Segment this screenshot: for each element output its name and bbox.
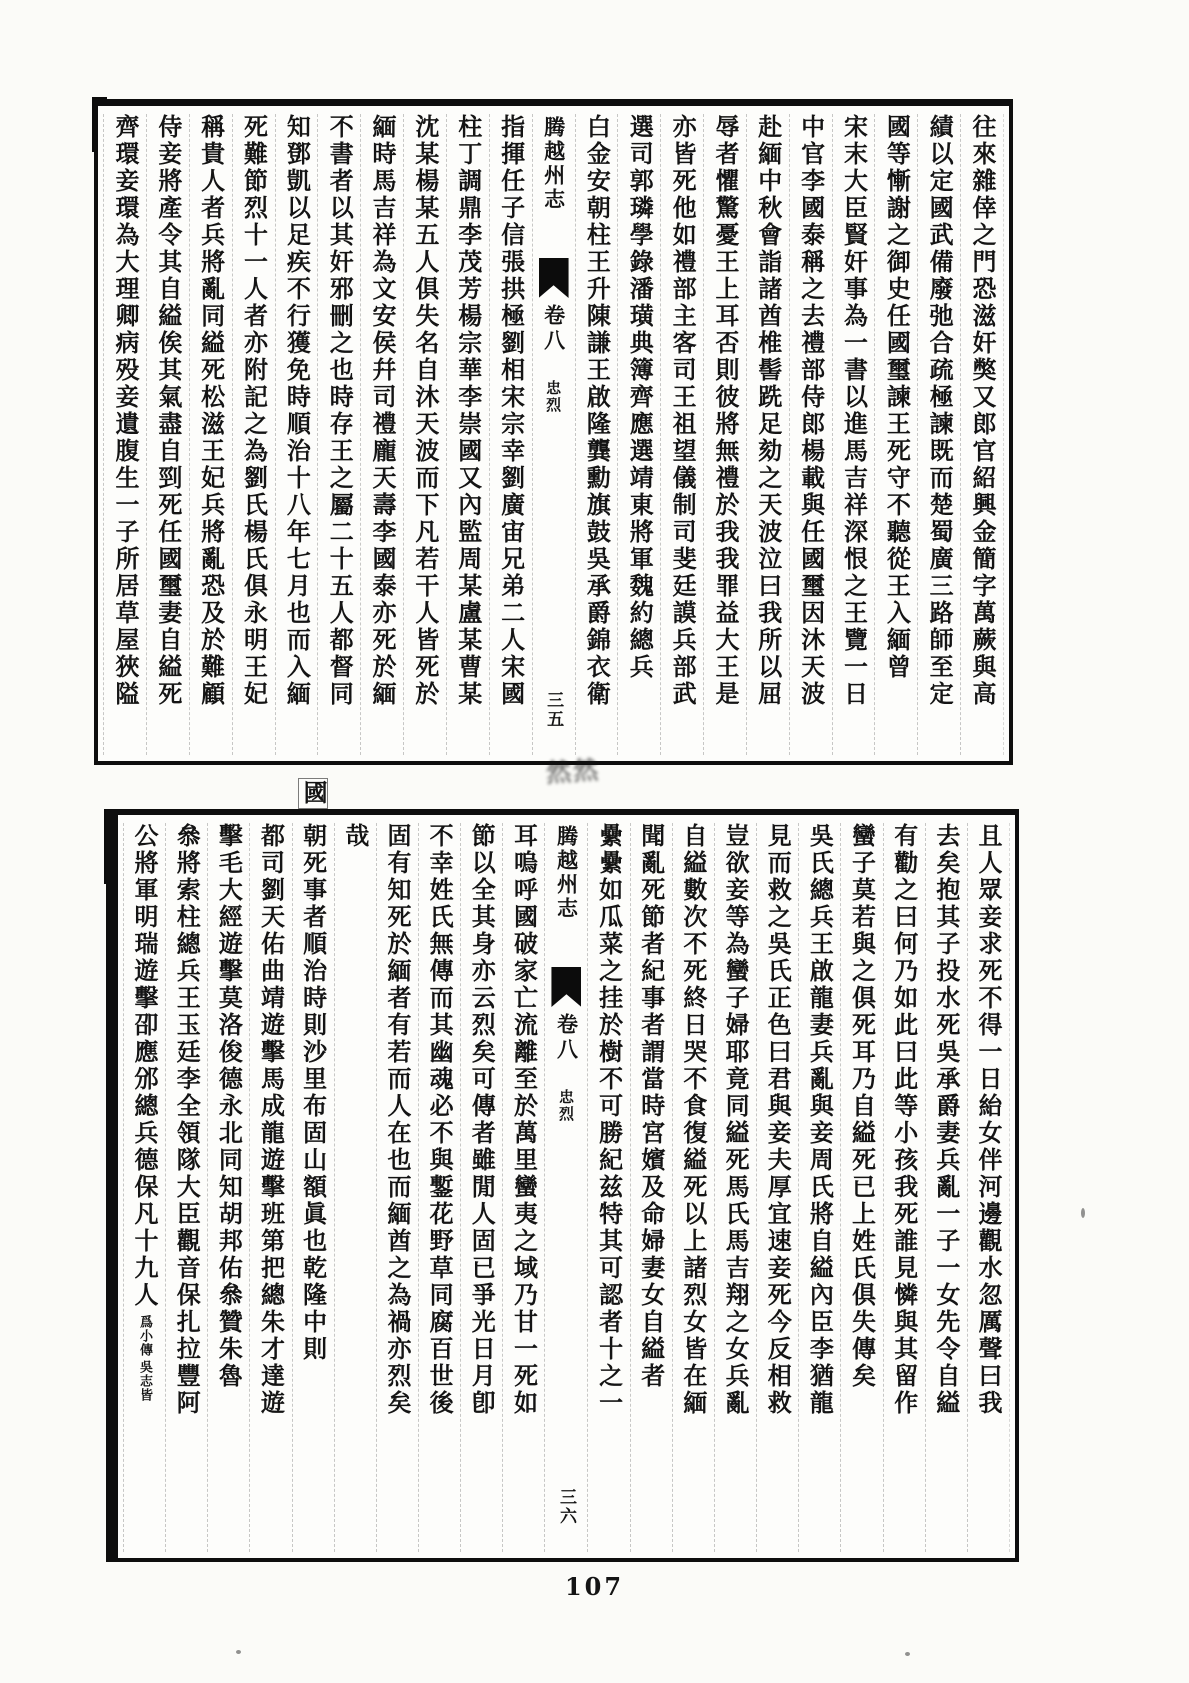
text-column: 不幸姓氏無傳而其幽魂必不與鏨花野草同腐百世後 <box>418 823 460 1552</box>
fishtail-mark <box>551 967 581 1007</box>
text-column: 績以定國武備廢弛合疏極諫既而楚蜀廣三路師至定 <box>917 114 960 755</box>
scan-speck <box>905 1652 910 1656</box>
page-number: 107 <box>564 1572 625 1601</box>
text-column: 國等慚謝之御史任國璽諫王死守不聽從王入緬曾 <box>874 114 917 755</box>
text-column: 稱貴人者兵將亂同縊死松滋王妃兵將亂恐及於難顧 <box>189 114 232 755</box>
book-title: 腾越州志 <box>541 116 567 212</box>
folio-number: 三五 <box>543 691 564 729</box>
text-column: 節以全其身亦云烈矣可傳者雖閒人固已爭光日月卽 <box>460 823 502 1552</box>
text-column: 且人眾妾求死不得一日紿女伴河邊觀水忽厲聲曰我 <box>967 823 1010 1552</box>
section-label: 忠烈 <box>556 1089 575 1123</box>
text-column: 死難節烈十一人者亦附記之為劉氏楊氏俱永明王妃 <box>232 114 275 755</box>
volume-label: 卷八 <box>541 304 567 354</box>
text-column: 聞亂死節者紀事者謂當時宮嬪及命婦妻女自縊者 <box>630 823 672 1552</box>
text-column: 耳嗚呼國破家亡流離至於萬里蠻夷之域乃甘一死如 <box>502 823 544 1552</box>
text-column: 纍纍如瓜菜之挂於樹不可勝紀兹特其可認者十之一 <box>587 823 629 1552</box>
fishtail-mark <box>539 258 569 298</box>
text-column: 哉 <box>334 823 376 1552</box>
text-column: 緬時馬吉祥為文安侯幷司禮龐天壽李國泰亦死於緬 <box>360 114 403 755</box>
scan-speck <box>236 1650 241 1654</box>
ink-smudge-annotation: 然然 <box>545 755 602 788</box>
text-column: 不書者以其奸邪刪之也時存王之屬二十五人都督同 <box>317 114 360 755</box>
text-column: 吳氏總兵王啟龍妻兵亂與妾周氏將自縊內臣李猶龍 <box>798 823 840 1552</box>
text-column: 見而救之吳氏正色曰君與妾夫厚宜速妾死今反相救 <box>756 823 798 1552</box>
text-column: 公將軍明瑞遊擊卲應邠總兵德保凡十九人 吳志皆 爲小傳 <box>123 823 165 1552</box>
text-column: 柱丁調鼎李茂芳楊宗華李崇國又內監周某盧某曹某 <box>446 114 489 755</box>
text-column: 去矣抱其子投水死吳承爵妻兵亂一子一女先令自縊 <box>925 823 967 1552</box>
title-column <box>532 114 575 755</box>
text-column: 沈某楊某五人俱失名自沐天波而下凡若干人皆死於 <box>403 114 446 755</box>
text-column: 叅將索柱總兵王玉廷李全領隊大臣觀音保扎拉豐阿 <box>165 823 207 1552</box>
raised-character: 國 <box>299 780 329 807</box>
text-column: 有勸之曰何乃如此曰此等小孩我死誰見憐與其留作 <box>883 823 925 1552</box>
text-column: 國 朝死事者順治時則沙里布固山額眞也乾隆中則 <box>292 823 334 1552</box>
text-column: 都司劉天佑曲靖遊擊馬成龍遊擊班第把總朱才達遊 <box>249 823 291 1552</box>
text-column: 宋末大臣賢奸事為一書以進馬吉祥深恨之王覽一日 <box>832 114 875 755</box>
text-column: 齊環妾環為大理卿病殁妾遺腹生一子所居草屋狹隘 <box>103 114 146 755</box>
text-column: 白金安朝柱王升陳謙王啟隆龔勳旗鼓吳承爵錦衣衛 <box>575 114 618 755</box>
folio-number: 三六 <box>555 1488 576 1526</box>
volume-label: 卷八 <box>554 1013 580 1063</box>
book-title: 腾越州志 <box>554 825 580 921</box>
text-column: 辱者懼驚憂王上耳否則彼將無禮於我我罪益大王是 <box>703 114 746 755</box>
interlinear-note: 吳志皆 爲小傳 <box>137 1315 153 1402</box>
text-column: 侍妾將產令其自縊俟其氣盡自剄死任國璽妻自縊死 <box>146 114 189 755</box>
text-column: 赴緬中秋會詣諸酋椎髻跣足劾之天波泣曰我所以屈 <box>746 114 789 755</box>
scan-speck <box>1081 1208 1085 1218</box>
text-column: 固有知死於緬者有若而人在也而緬酋之為禍亦烈矣 <box>376 823 418 1552</box>
text-column: 自縊數次不死終日哭不食復縊死以上諸烈女皆在緬 <box>672 823 714 1552</box>
text-column: 蠻子莫若與之俱死耳乃自縊死已上姓氏俱失傳矣 <box>840 823 882 1552</box>
text-column: 擊毛大經遊擊莫洛俊德永北同知胡邦佑叅贊朱魯 <box>207 823 249 1552</box>
text-column: 選司郭璘學錄潘璜典簿齊應選靖東將軍魏約總兵 <box>617 114 660 755</box>
folio-frame-top <box>94 99 1013 765</box>
title-column <box>544 823 587 1552</box>
text-column: 亦皆死他如禮部主客司王祖望儀制司斐廷謨兵部武 <box>660 114 703 755</box>
text-column: 豈欲妾等為蠻子婦耶竟同縊死馬氏馬吉翔之女兵亂 <box>714 823 756 1552</box>
text-column: 往來雜倖之門恐滋奸獘又郎官紹興金簡字萬蕨與高 <box>960 114 1004 755</box>
text-column: 知鄧凱以足疾不行獲免時順治十八年七月也而入緬 <box>275 114 318 755</box>
text-column: 指揮任子信張拱極劉相宋宗幸劉廣宙兄弟二人宋國 <box>489 114 532 755</box>
section-label: 忠烈 <box>544 380 563 414</box>
folio-frame-bottom <box>106 780 1019 1562</box>
text-column: 中官李國泰稱之去禮部侍郎楊載與任國璽因沐天波 <box>789 114 832 755</box>
